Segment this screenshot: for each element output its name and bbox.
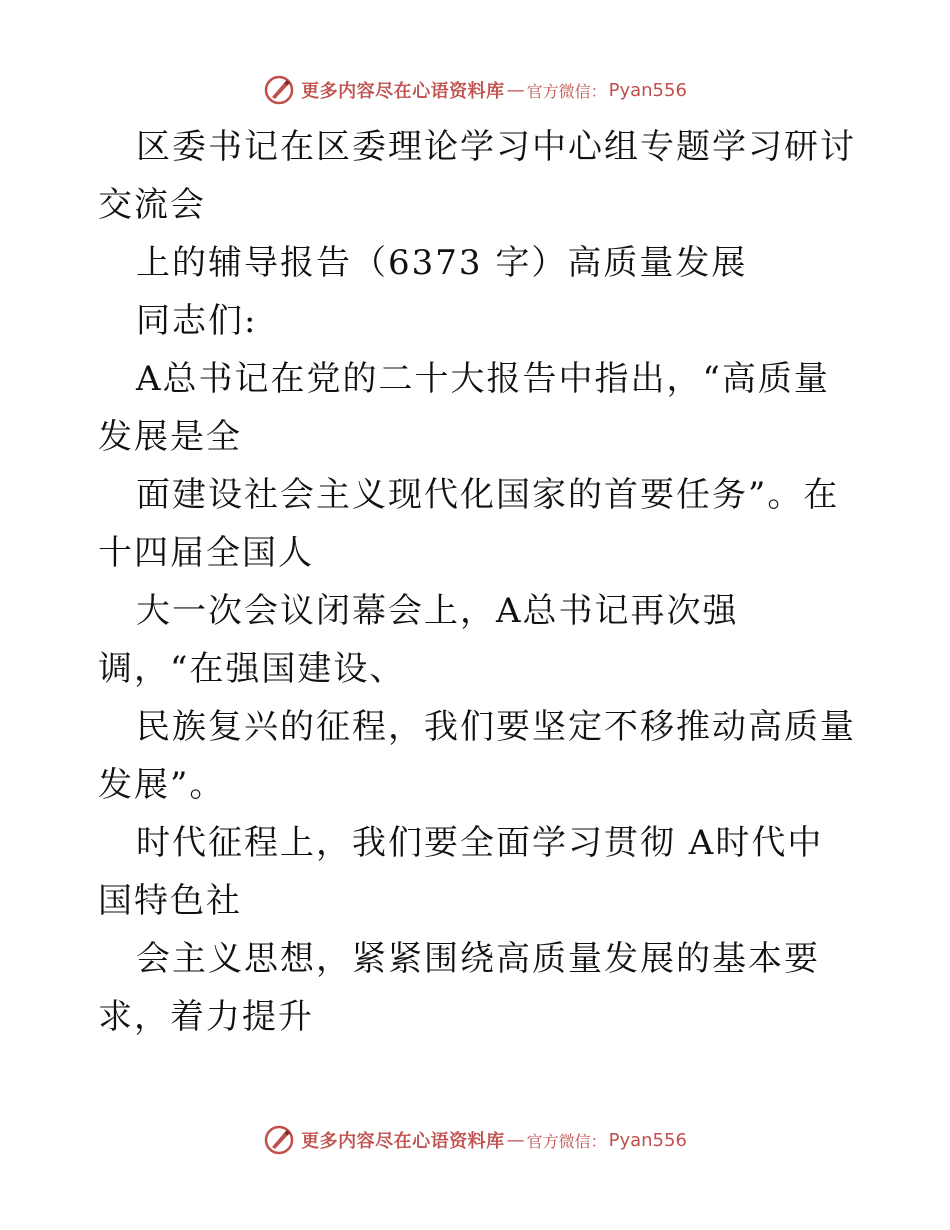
paragraph-body: A总书记在党的二十大报告中指出，“高质量发展是全 [98, 359, 830, 457]
watermark-dash: — [506, 1129, 525, 1151]
paragraph-title-line-1: 区委书记在区委理论学习中心组专题学习研讨交流会 [98, 127, 856, 225]
header-watermark [0, 70, 950, 110]
paragraph-body: 面建设社会主义现代化国家的首要任务”。在十四届全国人 [98, 475, 840, 573]
watermark-account: Pyan556 [608, 79, 687, 101]
document-body [98, 118, 858, 1046]
pen-emblem-icon [263, 1124, 295, 1156]
paragraph-body: 时代征程上，我们要全面学习贯彻 A时代中国特色社 [98, 823, 824, 921]
watermark-brand: 更多内容尽在心语资料库 [301, 81, 505, 102]
pen-emblem-icon [263, 74, 295, 106]
paragraph-salutation: 同志们: [136, 301, 258, 341]
paragraph-body: 民族复兴的征程，我们要坚定不移推动高质量发展”。 [98, 707, 856, 805]
paragraph-body: 大一次会议闭幕会上，A总书记再次强调，“在强国建设、 [98, 591, 739, 689]
paragraph-title-line-2: 上的辅导报告（6373 字）高质量发展 [136, 243, 748, 283]
watermark-account: Pyan556 [608, 1129, 687, 1151]
watermark-wechat-label: 官方微信： [526, 1131, 607, 1151]
watermark-dash: — [506, 79, 525, 101]
paragraph-body: 会主义思想，紧紧围绕高质量发展的基本要求，着力提升 [98, 939, 820, 1037]
watermark-brand: 更多内容尽在心语资料库 [301, 1131, 505, 1152]
footer-watermark [0, 1120, 950, 1160]
watermark-wechat-label: 官方微信： [526, 81, 607, 101]
